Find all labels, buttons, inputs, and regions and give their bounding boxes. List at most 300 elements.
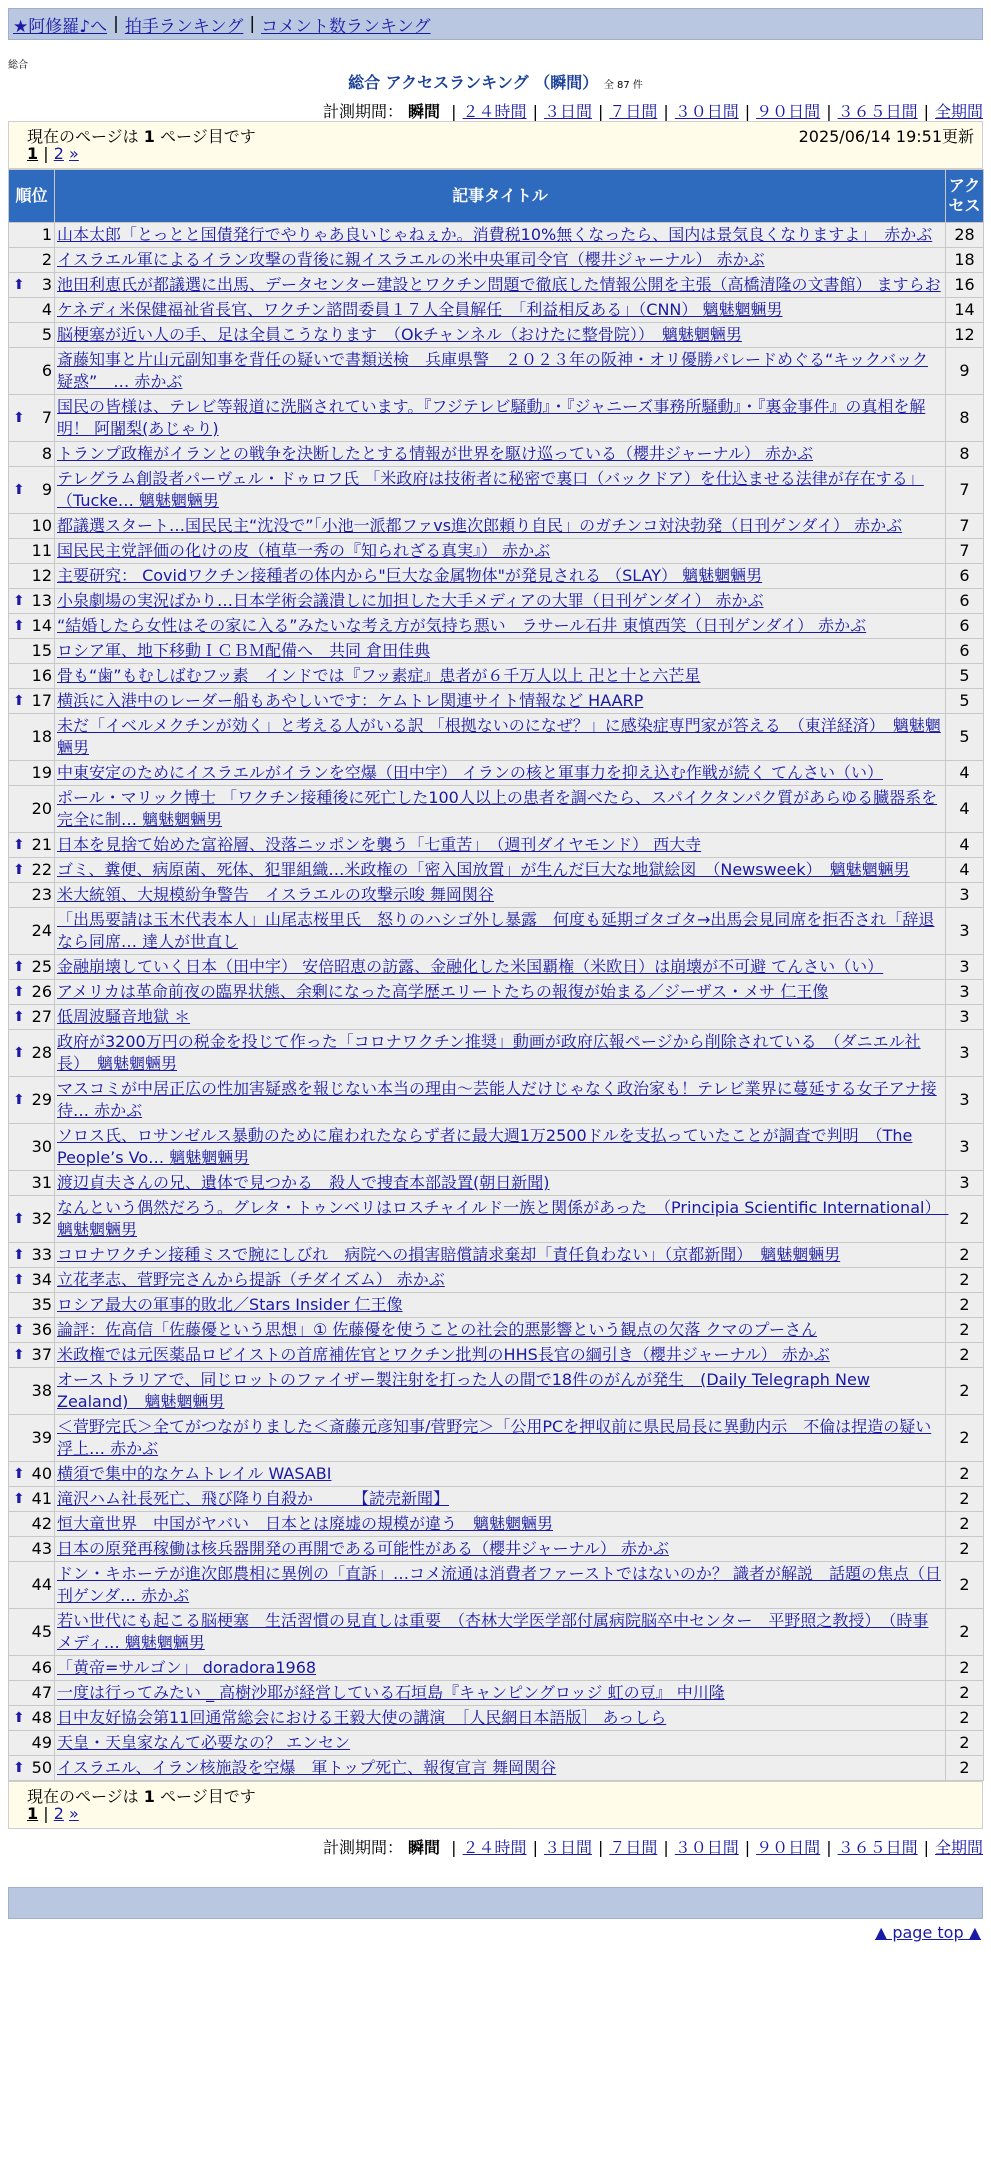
rank-number: 50	[31, 1758, 52, 1777]
up-arrow-icon: ⬆	[13, 1211, 25, 1227]
rank-cell	[9, 1487, 55, 1512]
pager-post-text: ページ目です	[160, 1787, 256, 1806]
access-count: 2	[946, 1731, 984, 1756]
up-arrow-icon: ⬆	[13, 862, 25, 878]
article-link[interactable]: 山本太郎「とっとと国債発行でやりゃあ良いじゃねぇか。消費税10%無くなったら、国内は景気良くなりますよ」 赤かぶ	[57, 225, 933, 244]
period-link[interactable]: ２４時間	[462, 102, 527, 121]
table-row	[9, 858, 984, 883]
rank-cell	[9, 1005, 55, 1030]
period-link[interactable]: ７日間	[609, 102, 658, 121]
article-link[interactable]: 渡辺貞夫さんの兄、遺体で見つかる 殺人で捜査本部設置(朝日新聞)	[57, 1173, 550, 1192]
period-current: 瞬間	[408, 102, 441, 121]
title-cell	[55, 1756, 946, 1781]
title-cell	[55, 1124, 946, 1171]
article-link[interactable]: 立花孝志、菅野完さんから提訴（チダイズム） 赤かぶ	[57, 1270, 445, 1289]
table-row	[9, 980, 984, 1005]
rank-number: 3	[41, 275, 52, 294]
article-link[interactable]: オーストラリアで、同じロットのファイザー製注射を打った人の間で18件のがんが発生 (Daily Telegraph New Zealand) 魑魅魍魎男	[57, 1370, 870, 1411]
title-cell	[55, 348, 946, 395]
table-row	[9, 786, 984, 833]
rank-cell	[9, 298, 55, 323]
article-link[interactable]: 未だ「イベルメクチンが効く」と考える人がいる訳 「根拠ないのになぜ？」に感染症専門家が答える （東洋経済） 魑魅魍魎男	[57, 716, 941, 757]
rank-cell	[9, 323, 55, 348]
article-link[interactable]: 論評：佐高信「佐藤優という思想」① 佐藤優を使うことの社会的悪影響という観点の欠落 クマのプーさん	[57, 1320, 818, 1339]
title-cell	[55, 1487, 946, 1512]
article-link[interactable]: 日中友好協会第11回通常総会における王毅大使の講演 ［人民網日本語版］ あっしら	[57, 1708, 667, 1727]
period-separator: |	[744, 102, 751, 121]
access-count: 2	[946, 1609, 984, 1656]
article-link[interactable]: 若い世代にも起こる脳梗塞 生活習慣の見直しは重要 （杏林大学医学部付属病院脳卒中センター 平野照之教授） （時事メディ… 魑魅魍魎男	[57, 1611, 929, 1652]
rank-cell	[9, 955, 55, 980]
table-row	[9, 1293, 984, 1318]
title-cell	[55, 1609, 946, 1656]
rank-cell	[9, 1731, 55, 1756]
rank-cell	[9, 614, 55, 639]
article-link[interactable]: 骨も“歯”もむしばむフッ素 インドでは『フッ素症』患者が６千万人以上 卍と十と六芒星	[57, 666, 701, 685]
article-link[interactable]: テレグラム創設者パーヴェル・ドゥロフ氏 「米政府は技術者に秘密で裏口（バックドア）を仕込ませる法律が存在する」（Tucke… 魑魅魍魎男	[57, 469, 924, 510]
title-cell	[55, 1293, 946, 1318]
title-cell	[55, 639, 946, 664]
table-row	[9, 1196, 984, 1243]
table-row	[9, 714, 984, 761]
rank-number: 12	[31, 566, 52, 585]
table-row	[9, 1562, 984, 1609]
access-count: 7	[946, 467, 984, 514]
article-link[interactable]: 都議選スタート…国民民主“沈没で”「小池一派都ファvs進次郎頼り自民」のガチンコ対決勃発（日刊ゲンダイ） 赤かぶ	[57, 516, 903, 535]
pager-current-number: 1	[143, 1787, 155, 1806]
total-count: 全 87 件	[603, 80, 643, 91]
rank-cell	[9, 1512, 55, 1537]
ranking-table-body	[9, 223, 984, 1781]
rank-number: 48	[31, 1708, 52, 1727]
rank-number: 30	[31, 1137, 52, 1156]
article-link[interactable]: 脳梗塞が近い人の手、足は全員こうなります （Okチャンネル（おけたに整骨院）） 魑魅魍魎男	[57, 325, 742, 344]
rank-cell	[9, 664, 55, 689]
rank-number: 43	[31, 1539, 52, 1558]
title-cell	[55, 689, 946, 714]
up-arrow-icon: ⬆	[13, 593, 25, 609]
rank-cell	[9, 467, 55, 514]
table-row	[9, 883, 984, 908]
title-cell	[55, 1030, 946, 1077]
access-count: 18	[946, 248, 984, 273]
rank-number: 29	[31, 1090, 52, 1109]
access-count: 2	[946, 1293, 984, 1318]
title-cell	[55, 223, 946, 248]
page-top-link[interactable]: ▲ page top ▲	[874, 1923, 981, 1942]
table-row	[9, 514, 984, 539]
table-row	[9, 761, 984, 786]
access-count: 5	[946, 689, 984, 714]
title-cell	[55, 1415, 946, 1462]
title-cell	[55, 1318, 946, 1343]
rank-number: 32	[31, 1209, 52, 1228]
rank-number: 6	[41, 361, 52, 380]
table-row	[9, 467, 984, 514]
rank-number: 1	[41, 225, 52, 244]
rank-cell	[9, 248, 55, 273]
rank-cell	[9, 980, 55, 1005]
title-cell	[55, 514, 946, 539]
article-link[interactable]: 「黄帝=サルゴン」 doradora1968	[57, 1658, 317, 1677]
article-link[interactable]: コロナワクチン接種ミスで腕にしびれ 病院への損害賠償請求棄却「責任負わない」（京都新聞） 魑魅魍魎男	[57, 1245, 841, 1264]
table-row	[9, 1268, 984, 1293]
pager-page-1: 1	[27, 1804, 39, 1823]
article-link[interactable]: 主要研究： Covidワクチン接種者の体内から"巨大な金属物体"が発見される （SLAY） 魑魅魍魎男	[57, 566, 763, 585]
access-count: 8	[946, 442, 984, 467]
rank-cell	[9, 1030, 55, 1077]
rank-cell	[9, 833, 55, 858]
period-link[interactable]: ３日間	[543, 1838, 592, 1857]
pager-bottom	[8, 1781, 983, 1829]
article-link[interactable]: ロシア最大の軍事的敗北／Stars Insider 仁王像	[57, 1295, 403, 1314]
rank-number: 7	[41, 408, 52, 427]
table-row	[9, 833, 984, 858]
access-count: 6	[946, 614, 984, 639]
nav-home-link[interactable]: ★阿修羅♪へ	[13, 16, 108, 37]
rank-cell	[9, 1681, 55, 1706]
table-row	[9, 908, 984, 955]
period-separator: |	[744, 1838, 751, 1857]
pager-separator: |	[43, 1804, 49, 1823]
table-row	[9, 1706, 984, 1731]
table-row	[9, 1609, 984, 1656]
period-link[interactable]: ３６５日間	[837, 102, 918, 121]
rank-cell	[9, 689, 55, 714]
ranking-table	[8, 169, 984, 1781]
rank-number: 18	[31, 727, 52, 746]
article-link[interactable]: 一度は行ってみたい _ 高樹沙耶が経営している石垣島『キャンピングロッジ 虹の豆』 中川隆	[57, 1683, 725, 1702]
title-cell	[55, 761, 946, 786]
title-cell	[55, 1681, 946, 1706]
article-link[interactable]: ソロス氏、ロサンゼルス暴動のために雇われたならず者に最大週1万2500ドルを支払っていたことが調査で判明 （The People’s Vo… 魑魅魍魎男	[57, 1126, 913, 1167]
access-count: 3	[946, 1124, 984, 1171]
rank-cell	[9, 1196, 55, 1243]
up-arrow-icon: ⬆	[13, 1045, 25, 1061]
period-separator: |	[451, 1838, 457, 1857]
rank-number: 47	[31, 1683, 52, 1702]
access-count: 8	[946, 395, 984, 442]
pager-pre-text: 現在のページは	[27, 127, 139, 146]
rank-number: 39	[31, 1428, 52, 1447]
up-arrow-icon: ⬆	[13, 1247, 25, 1263]
title-cell	[55, 664, 946, 689]
rank-cell	[9, 1609, 55, 1656]
period-link[interactable]: ３日間	[543, 102, 592, 121]
access-count: 7	[946, 514, 984, 539]
header-access: アクセス	[946, 170, 984, 223]
article-link[interactable]: イスラエル軍によるイラン攻撃の背後に親イスラエルの米中央軍司令官（櫻井ジャーナル） 赤かぶ	[57, 250, 765, 269]
rank-cell	[9, 883, 55, 908]
access-count: 3	[946, 1171, 984, 1196]
rank-cell	[9, 1656, 55, 1681]
table-row	[9, 1005, 984, 1030]
access-count: 2	[946, 1462, 984, 1487]
rank-number: 46	[31, 1658, 52, 1677]
nav-separator: |	[249, 14, 256, 34]
rank-cell	[9, 714, 55, 761]
rank-cell	[9, 1293, 55, 1318]
access-count: 2	[946, 1562, 984, 1609]
period-link[interactable]: ９０日間	[756, 1838, 821, 1857]
title-cell	[55, 298, 946, 323]
period-separator: |	[532, 102, 538, 121]
access-count: 2	[946, 1318, 984, 1343]
rank-number: 27	[31, 1007, 52, 1026]
rank-number: 2	[41, 250, 52, 269]
up-arrow-icon: ⬆	[13, 693, 25, 709]
up-arrow-icon: ⬆	[13, 1466, 25, 1482]
table-row	[9, 589, 984, 614]
pager-page-2-link[interactable]: 2	[53, 1804, 64, 1823]
table-row	[9, 223, 984, 248]
page-title-text: 総合 アクセスランキング （瞬間）	[348, 73, 599, 92]
period-link[interactable]: ３６５日間	[837, 1838, 918, 1857]
title-cell	[55, 323, 946, 348]
pager-pre-text: 現在のページは	[27, 1787, 139, 1806]
table-row	[9, 1512, 984, 1537]
access-count: 2	[946, 1368, 984, 1415]
rank-number: 4	[41, 300, 52, 319]
period-link[interactable]: ７日間	[609, 1838, 658, 1857]
top-nav-bar	[8, 8, 983, 40]
access-count: 4	[946, 833, 984, 858]
article-link[interactable]: なんという偶然だろう。グレタ・トゥンベリはロスチャイルド一族と関係があった （Principia Scientific International） 魑魅魍魎男	[57, 1198, 949, 1239]
table-row	[9, 564, 984, 589]
article-link[interactable]: イスラエル、イラン核施設を空爆 軍トップ死亡、報復宣言 舞岡関谷	[57, 1758, 557, 1777]
title-cell	[55, 1268, 946, 1293]
rank-number: 13	[31, 591, 52, 610]
period-link[interactable]: ３０日間	[674, 102, 739, 121]
title-cell	[55, 589, 946, 614]
article-link[interactable]: ＜菅野完氏＞全てがつながりました＜斎藤元彦知事/菅野完＞「公用PCを押収前に県民局長に異動内示 不倫は捏造の疑い浮上… 赤かぶ	[57, 1417, 932, 1458]
rank-cell	[9, 539, 55, 564]
period-link[interactable]: ３０日間	[674, 1838, 739, 1857]
rank-cell	[9, 442, 55, 467]
article-link[interactable]: 国民の皆様は、テレビ等報道に洗脳されています。『フジテレビ騒動』・『ジャニーズ事務所騒動』・『裏金事件』の真相を解明！ 阿闍梨(あじゃり)	[57, 397, 926, 438]
pager-next-link[interactable]: »	[69, 1804, 79, 1823]
rank-number: 45	[31, 1622, 52, 1641]
rank-cell	[9, 1343, 55, 1368]
rank-number: 14	[31, 616, 52, 635]
access-count: 4	[946, 786, 984, 833]
title-cell	[55, 786, 946, 833]
rank-cell	[9, 1415, 55, 1462]
period-separator: |	[923, 102, 929, 121]
article-link[interactable]: 低周波騒音地獄 ＊	[57, 1007, 191, 1026]
table-row	[9, 689, 984, 714]
rank-number: 21	[31, 835, 52, 854]
article-link[interactable]: ケネディ米保健福祉省長官、ワクチン諮問委員１７人全員解任 「利益相反ある」（CNN） 魑魅魍魎男	[57, 300, 783, 319]
article-link[interactable]: 日本を見捨て始めた富裕層、没落ニッポンを襲う「七重苦」 （週刊ダイヤモンド） 西大寺	[57, 835, 702, 854]
article-link[interactable]: アメリカは革命前夜の臨界状態、余剰になった高学歴エリートたちの報復が始まる／ジーザス・メサ 仁王像	[57, 982, 829, 1001]
up-arrow-icon: ⬆	[13, 482, 25, 498]
article-link[interactable]: 横浜に入港中のレーダー船もあやしいです：ケムトレ関連サイト情報など HAARP	[57, 691, 644, 710]
table-row	[9, 1124, 984, 1171]
up-arrow-icon: ⬆	[13, 277, 25, 293]
table-row	[9, 395, 984, 442]
article-link[interactable]: 米政権では元医薬品ロビイストの首席補佐官とワクチン批判のHHS長官の綱引き（櫻井ジャーナル） 赤かぶ	[57, 1345, 830, 1364]
rank-number: 49	[31, 1733, 52, 1752]
access-count: 3	[946, 1030, 984, 1077]
table-row	[9, 1487, 984, 1512]
rank-number: 16	[31, 666, 52, 685]
access-count: 6	[946, 589, 984, 614]
article-link[interactable]: 国民民主党評価の化けの皮（植草一秀の『知られざる真実』） 赤かぶ	[57, 541, 551, 560]
rank-cell	[9, 1268, 55, 1293]
access-count: 3	[946, 955, 984, 980]
rank-cell	[9, 1462, 55, 1487]
rank-number: 25	[31, 957, 52, 976]
article-link[interactable]: 政府が3200万円の税金を投じて作った「コロナワクチン推奨」動画が政府広報ページから削除されている （ダニエル社長） 魑魅魍魎男	[57, 1032, 921, 1073]
article-link[interactable]: 斎藤知事と片山元副知事を背任の疑いで書類送検 兵庫県警 ２０２３年の阪神・オリ優勝パレードめぐる“キックバック疑惑” … 赤かぶ	[57, 350, 929, 391]
article-link[interactable]: “結婚したら女性はその家に入る”みたいな考え方が気持ち悪い ラサール石井 東慎西笑（日刊ゲンダイ） 赤かぶ	[57, 616, 867, 635]
title-cell	[55, 1196, 949, 1243]
access-count: 3	[946, 980, 984, 1005]
up-arrow-icon: ⬆	[13, 1347, 25, 1363]
title-cell	[55, 714, 946, 761]
rank-number: 20	[31, 799, 52, 818]
rank-number: 34	[31, 1270, 52, 1289]
article-link[interactable]: ポール・マリック博士 「ワクチン接種後に死亡した100人以上の患者を調べたら、スパイクタンパク質があらゆる臓器系を完全に制… 魑魅魍魎男	[57, 788, 938, 829]
access-count: 9	[946, 348, 984, 395]
title-cell	[55, 1462, 946, 1487]
article-link[interactable]: マスコミが中居正広の性加害疑惑を報じない本当の理由～芸能人だけじゃなく政治家も！テレビ業界に蔓延する女子アナ接待… 赤かぶ	[57, 1079, 937, 1120]
table-row	[9, 1415, 984, 1462]
title-cell	[55, 1512, 946, 1537]
rank-cell	[9, 1171, 55, 1196]
rank-cell	[9, 1562, 55, 1609]
title-cell	[55, 1243, 946, 1268]
title-cell	[55, 1005, 946, 1030]
table-row	[9, 1030, 984, 1077]
period-selector-top	[8, 99, 983, 121]
period-label: 計測期間：	[322, 102, 403, 121]
table-row	[9, 1756, 984, 1781]
title-cell	[55, 564, 946, 589]
period-link[interactable]: ９０日間	[756, 102, 821, 121]
rank-cell	[9, 908, 55, 955]
period-separator: |	[663, 102, 669, 121]
article-link[interactable]: 米大統領、大規模紛争警告 イスラエルの攻撃示唆 舞岡関谷	[57, 885, 494, 904]
table-row	[9, 614, 984, 639]
article-link[interactable]: 滝沢ハム社長死亡、飛び降り自殺か 【読売新聞】	[57, 1489, 450, 1508]
access-count: 14	[946, 298, 984, 323]
title-cell	[55, 248, 946, 273]
title-cell	[55, 1706, 946, 1731]
article-link[interactable]: 中東安定のためにイスラエルがイランを空爆（田中宇） イランの核と軍事力を抑え込む作戦が続く てんさい（い）	[57, 763, 884, 782]
rank-cell	[9, 1243, 55, 1268]
title-cell	[55, 980, 946, 1005]
table-row	[9, 1171, 984, 1196]
article-link[interactable]: 横須で集中的なケムトレイル WASABI	[57, 1464, 332, 1483]
up-arrow-icon: ⬆	[13, 618, 25, 634]
nav-clap-ranking-link[interactable]: 拍手ランキング	[124, 16, 244, 37]
up-arrow-icon: ⬆	[13, 984, 25, 1000]
article-link[interactable]: ロシア軍、地下移動ＩＣＢＭ配備へ 共同 倉田佳典	[57, 641, 431, 660]
table-row	[9, 1343, 984, 1368]
article-link[interactable]: ゴミ、糞便、病原菌、死体、犯罪組織…米政権の「密入国放置」が生んだ巨大な地獄絵図 （Newsweek） 魑魅魍魎男	[57, 860, 910, 879]
article-link[interactable]: トランプ政権がイランとの戦争を決断したとする情報が世界を駆け巡っている（櫻井ジャーナル） 赤かぶ	[57, 444, 813, 463]
pager-next-link[interactable]: »	[69, 144, 79, 163]
period-link[interactable]: 全期間	[934, 1838, 983, 1857]
rank-cell	[9, 273, 55, 298]
period-link[interactable]: ２４時間	[462, 1838, 527, 1857]
article-link[interactable]: ドン・キホーテが進次郎農相に異例の「直訴」…コメ流通は消費者ファーストではないのか？ 識者が解説 話題の焦点（日刊ゲンダ… 赤かぶ	[57, 1564, 941, 1605]
pager-top	[8, 121, 983, 169]
rank-number: 38	[31, 1381, 52, 1400]
access-count: 4	[946, 858, 984, 883]
rank-cell	[9, 1124, 55, 1171]
rank-number: 5	[41, 325, 52, 344]
access-count: 5	[946, 714, 984, 761]
article-link[interactable]: 日本の原発再稼働は核兵器開発の再開である可能性がある（櫻井ジャーナル） 赤かぶ	[57, 1539, 669, 1558]
period-separator: |	[826, 1838, 832, 1857]
rank-cell	[9, 589, 55, 614]
pager-status	[27, 124, 256, 144]
period-separator: |	[451, 102, 457, 121]
article-link[interactable]: 恒大童世界 中国がヤバい 日本とは廃墟の規模が違う 魑魅魍魎男	[57, 1514, 554, 1533]
page-top-area	[8, 1923, 983, 1942]
title-cell	[55, 1731, 946, 1756]
table-row	[9, 1462, 984, 1487]
period-separator: |	[923, 1838, 929, 1857]
table-row	[9, 348, 984, 395]
rank-cell	[9, 1077, 55, 1124]
rank-cell	[9, 858, 55, 883]
up-arrow-icon: ⬆	[13, 959, 25, 975]
rank-cell	[9, 1756, 55, 1781]
up-arrow-icon: ⬆	[13, 410, 25, 426]
up-arrow-icon: ⬆	[13, 1710, 25, 1726]
title-cell	[55, 858, 946, 883]
rank-number: 36	[31, 1320, 52, 1339]
title-cell	[55, 1656, 946, 1681]
article-link[interactable]: 「出馬要請は玉木代表本人」山尾志桜里氏 怒りのハシゴ外し暴露 何度も延期ゴタゴタ→出馬会見同席を拒否され「辞退なら同席… 達人が世直し	[57, 910, 935, 951]
period-separator: |	[663, 1838, 669, 1857]
table-row	[9, 442, 984, 467]
period-links	[445, 102, 983, 121]
access-count: 2	[946, 1681, 984, 1706]
nav-separator: |	[113, 14, 119, 34]
article-link[interactable]: 金融崩壊していく日本（田中宇） 安倍昭恵の訪露、金融化した米国覇権（米欧日）は崩壊が不可避 てんさい（い）	[57, 957, 884, 976]
article-link[interactable]: 小泉劇場の実況ばかり…日本学術会議潰しに加担した大手メディアの大罪（日刊ゲンダイ） 赤かぶ	[57, 591, 764, 610]
article-link[interactable]: 天皇・天皇家なんて必要なの？ エンセン	[57, 1733, 351, 1752]
rank-number: 28	[31, 1043, 52, 1062]
period-label: 計測期間：	[322, 1838, 403, 1857]
up-arrow-icon: ⬆	[13, 837, 25, 853]
rank-cell	[9, 1318, 55, 1343]
period-separator: |	[532, 1838, 538, 1857]
pager-page-2-link[interactable]: 2	[53, 144, 64, 163]
article-link[interactable]: 池田利恵氏が都議選に出馬、データセンター建設とワクチン問題で徹底した情報公開を主張（高橋清隆の文書館） ますらお	[57, 275, 941, 294]
access-count: 28	[946, 223, 984, 248]
rank-number: 37	[31, 1345, 52, 1364]
rank-number: 19	[31, 763, 52, 782]
header-rank: 順位	[9, 170, 55, 223]
period-links	[445, 1838, 983, 1857]
title-cell	[55, 908, 946, 955]
rank-cell	[9, 1368, 55, 1415]
rank-cell	[9, 514, 55, 539]
title-cell	[55, 539, 946, 564]
rank-number: 15	[31, 641, 52, 660]
nav-comment-ranking-link[interactable]: コメント数ランキング	[261, 16, 431, 37]
table-row	[9, 323, 984, 348]
up-arrow-icon: ⬆	[13, 1491, 25, 1507]
period-link[interactable]: 全期間	[934, 102, 983, 121]
table-row	[9, 1077, 984, 1124]
